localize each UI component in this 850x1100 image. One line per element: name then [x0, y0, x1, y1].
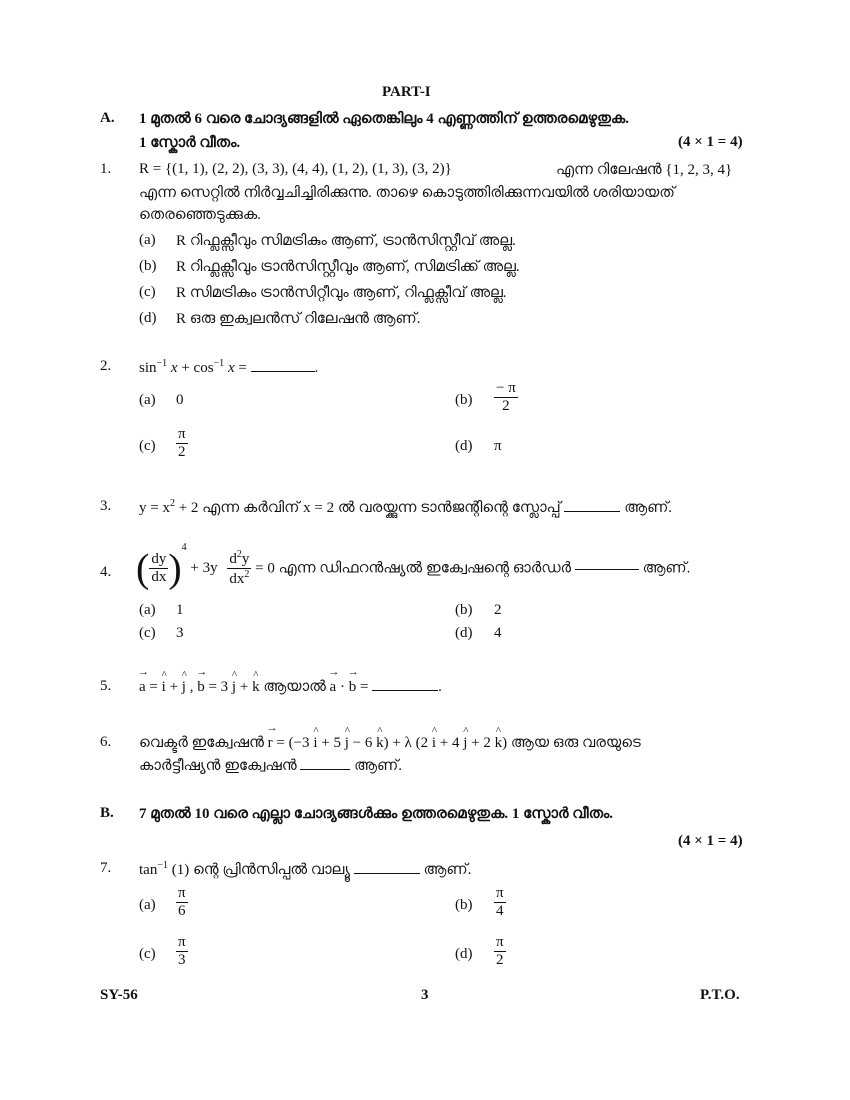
q7-option-a-fraction: $\frac{\pi}{6}$	[178, 885, 186, 919]
section-a-instruction: 1 മുതൽ 6 വരെ ചോദ്യങ്ങളിൽ ഏതെങ്കിലും 4 എണ്ണത്തിന് ഉത്തരമെഴുതുക.	[139, 111, 629, 127]
q2-option-d-value: π	[494, 438, 502, 454]
q1-option-c-label: (c)	[139, 284, 156, 300]
answer-blank	[251, 370, 315, 372]
q1-line2: എന്ന സെറ്റിൽ നിർവ്വചിച്ചിരിക്കുന്നു. താഴെ കൊടുത്തിരിക്കുന്നവയിൽ ശരിയായത്	[139, 185, 675, 201]
q4-option-d-label: (d)	[455, 625, 473, 641]
q2-option-c-fraction: $\frac{\pi}{2}$	[178, 426, 186, 460]
please-turn-over: P.T.O.	[700, 987, 740, 1003]
q7-option-b-label: (b)	[455, 897, 473, 913]
q1-number: 1.	[100, 161, 112, 177]
q1-option-a-text: R റിഫ്ലക്സീവും സിമട്രികും ആണ്, ട്രാൻസിസ്റ്റീവ് അല്ല.	[176, 233, 516, 249]
q5-expression: → a = ^ i + ^ j , → b = 3 ^ j + ^ k ആയാൽ → a · → b = .	[139, 678, 442, 696]
q4-expression: ( $\frac{dy}{dx}$ )$^4$ + 3y $\frac{d^2y}{dx^2}$ = 0 എന്ന ഡിഫറൻഷ്യൽ ഇക്വേഷന്റെ ഓർഡർ ആണ്.	[136, 542, 691, 591]
section-a-marks: (4 × 1 = 4)	[678, 134, 743, 150]
paper-code: SY-56	[100, 987, 138, 1003]
q1-relation-set: R = {(1, 1), (2, 2), (3, 3), (4, 4), (1, 2), (1, 3), (3, 2)}	[139, 161, 452, 177]
q2-number: 2.	[100, 358, 112, 374]
answer-blank	[300, 768, 350, 770]
q2-option-b-label: (b)	[455, 392, 473, 408]
answer-blank	[564, 510, 620, 512]
q1-line3: തെരഞ്ഞെടുക്കുക.	[139, 207, 261, 223]
q7-option-b-fraction: $\frac{\pi}{4}$	[496, 885, 504, 919]
page-number: 3	[421, 987, 429, 1003]
q1-option-a-label: (a)	[139, 232, 156, 248]
q7-number: 7.	[100, 860, 112, 876]
q1-option-d-label: (d)	[139, 310, 157, 326]
q2-option-d-label: (d)	[455, 438, 473, 454]
section-b-letter: B.	[100, 805, 114, 821]
q2-option-c-label: (c)	[139, 438, 156, 454]
q4-option-d-value: 4	[494, 625, 502, 641]
q1-option-c-text: R സിമട്രികും ട്രാൻസിറ്റീവും ആണ്, റിഫ്ലക്സീവ് അല്ല.	[176, 285, 507, 301]
q4-option-c-value: 3	[176, 625, 184, 641]
q4-option-a-value: 1	[176, 602, 184, 618]
q2-option-a-label: (a)	[139, 392, 156, 408]
q4-option-c-label: (c)	[139, 625, 156, 641]
q4-number: 4.	[100, 564, 112, 580]
answer-blank	[575, 568, 639, 570]
q7-option-c-label: (c)	[139, 946, 156, 962]
q6-number: 6.	[100, 734, 112, 750]
q1-option-b-label: (b)	[139, 258, 157, 274]
q6-line1: വെക്ടർ ഇക്വേഷൻ → r = (−3 ^ i + 5 ^ j − 6 ^ k) + λ (2 ^ i + 4 ^ j + 2 ^ k) ആയ ഒരു വരയുടെ	[139, 734, 641, 752]
part-heading: PART-I	[382, 84, 431, 100]
q7-option-d-label: (d)	[455, 946, 473, 962]
q7-text: $\tan^{-1} (1)$ ന്റെ പ്രിൻസിപ്പൽ വാല്യൂ ആണ്.	[139, 860, 472, 878]
q3-text: $y = x^2 + 2$ എന്ന കർവിന് x = 2 ൽ വരയ്ക്കുന്ന ടാൻജന്റിന്റെ സ്ലോപ്പ് ആണ്.	[139, 498, 673, 516]
section-b-instruction: 7 മുതൽ 10 വരെ എല്ലാ ചോദ്യങ്ങൾക്കും ഉത്തരമെഴുതുക. 1 സ്കോർ വീതം.	[139, 806, 614, 822]
q4-option-a-label: (a)	[139, 602, 156, 618]
section-a-score: 1 സ്കോർ വീതം.	[139, 135, 241, 151]
q2-option-a-value: 0	[176, 392, 184, 408]
q2-expression: $\sin^{-1} x + \cos^{-1} x$ = .	[139, 358, 319, 376]
section-a-letter: A.	[100, 110, 115, 126]
q6-line2: കാർട്ടീഷ്യൻ ഇക്വേഷൻ ആണ്.	[139, 758, 402, 774]
q1-line1-text: എന്ന റിലേഷൻ {1, 2, 3, 4}	[556, 162, 733, 178]
q2-option-b-fraction: $\frac{- \pi}{2}$	[496, 380, 516, 414]
answer-blank	[372, 689, 438, 691]
q7-option-d-fraction: $\frac{\pi}{2}$	[496, 934, 504, 968]
q4-option-b-label: (b)	[455, 602, 473, 618]
q3-number: 3.	[100, 498, 112, 514]
section-b-marks: (4 × 1 = 4)	[678, 833, 743, 849]
q5-number: 5.	[100, 678, 112, 694]
q7-option-a-label: (a)	[139, 897, 156, 913]
q1-option-b-text: R റിഫ്ലക്സീവും ട്രാൻസിസ്റ്റീവും ആണ്, സിമട്രിക്ക് അല്ല.	[176, 259, 520, 275]
q7-option-c-fraction: $\frac{\pi}{3}$	[178, 934, 186, 968]
q4-option-b-value: 2	[494, 602, 502, 618]
answer-blank	[354, 872, 420, 874]
q1-option-d-text: R ഒരു ഇക്വലൻസ് റിലേഷൻ ആണ്.	[176, 311, 421, 327]
